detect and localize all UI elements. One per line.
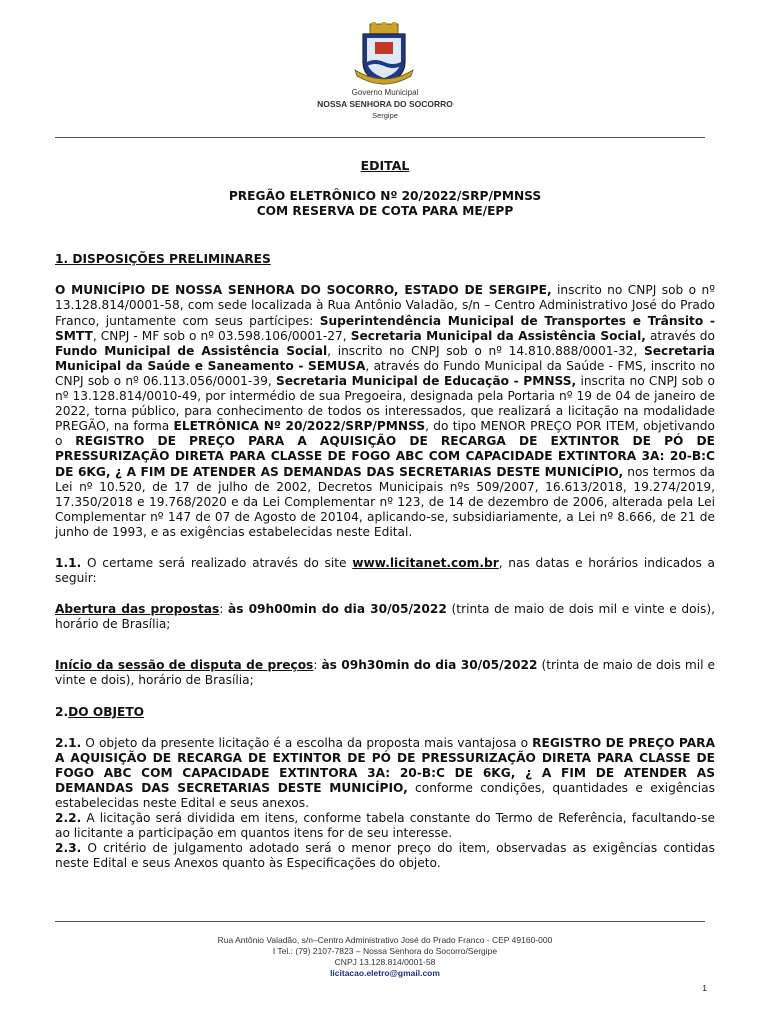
footer-address: Rua Antônio Valadão, s/n–Centro Administrativo José do Prado Franco - CEP 49160-000 (217, 935, 553, 945)
clause-2-1: 2.1. O objeto da presente licitação é a escolha da proposta mais vantajosa o REGISTRO DE PREÇO PARA A AQUISIÇÃO DE RECARGA DE EXTINTOR DE PÓ DE PRESSURIZAÇÃO DIRETA PARA CLASSE DE FOGO ABC COM CAPACIDADE EXTINTORA 3A: 20-B:C DE 6KG, ¿ A FIM DE ATENDER AS DEMANDAS DAS SECRETARIAS DESTE MUNICÍPIO, conforme condições, quantidades e exigências estabelecidas neste Edital e seus anexos. (55, 735, 715, 810)
pregao-title: PREGÃO ELETRÔNICO Nº 20/2022/SRP/PMNSS (228, 189, 542, 204)
footer-divider (55, 921, 705, 922)
inicio-sessao-disputa: Início da sessão de disputa de preços: às 09h30min do dia 30/05/2022 (trinta de maio de dois mil e vinte e dois), horário de Brasília; (55, 658, 716, 688)
footer-cnpj: CNPJ 13.128.814/0001-58 (334, 957, 436, 967)
document-body (55, 158, 715, 871)
header-state: Sergipe (372, 111, 398, 120)
clause-1-1: 1.1. O certame será realizado através do site www.licitanet.com.br, nas datas e horários indicados a seguir: (55, 555, 715, 586)
clause-2-3: 2.3. O critério de julgamento adotado será o menor preço do item, observadas as exigências contidas neste Edital e seus Anexos quanto às Especificações do objeto. (55, 841, 715, 871)
licitanet-link[interactable]: www.licitanet.com.br (352, 555, 499, 570)
footer-phone: I Tel.: (79) 2107-7823 – Nossa Senhora do Socorro/Sergipe (272, 946, 498, 956)
footer-email[interactable]: licitacao.eletro@gmail.com (330, 968, 440, 978)
edital-title: EDITAL (360, 158, 410, 173)
header-municipality: NOSSA SENHORA DO SOCORRO (317, 99, 453, 109)
header-divider (55, 137, 705, 138)
section-1-paragraph: O MUNICÍPIO DE NOSSA SENHORA DO SOCORRO, ESTADO DE SERGIPE, inscrito no CNPJ sob o nº 13.128.814/0001-58, com sede localizada à Rua Antônio Valadão, s/n – Centro Administrativo José do Prado Franco, juntamente com seus partícipes: Superintendência Municipal de Transportes e Trânsito - SMTT, CNPJ - MF sob o nº 03.598.106/0001-27, Secretaria Municipal da Assistência Social, através do Fundo Municipal de Assistência Social, inscrito no CNPJ sob o nº 14.810.888/0001-32, Secretaria Municipal da Saúde e Saneamento - SEMUSA, através do Fundo Municipal da Saúde - FMS, inscrito no CNPJ sob o nº 06.113.056/0001-39, Secretaria Municipal de Educação - PMNSS, inscrita no CNPJ sob o nº 13.128.814/0010-49, por intermédio de sua Pregoeira, designada pela Portaria nº 19 de 04 de janeiro de 2022, torna público, para conhecimento de todos os interessados, que realizará a licitação na modalidade PREGÃO, na forma ELETRÔNICA Nº 20/2022/SRP/PMNSS, do tipo MENOR PREÇO POR ITEM, objetivando o REGISTRO DE PREÇO PARA A AQUISIÇÃO DE RECARGA DE EXTINTOR DE PÓ DE PRESSURIZAÇÃO DIRETA PARA CLASSE DE FOGO ABC COM CAPACIDADE EXTINTORA 3A: 20-B:C DE 6KG, ¿ A FIM DE ATENDER AS DEMANDAS DAS SECRETARIAS DESTE MUNICÍPIO, nos termos da Lei nº 10.520, de 17 de julho de 2002, Decretos Municipais nºs 509/2007, 16.613/2018, 19.274/2019, 17.350/2018 e 19.768/2020 e da Lei Complementar nº 123, de 14 de dezembro de 2006, alterada pela Lei Complementar nº 147 de 07 de Agosto de 20104, aplicando-se, subsidiariamente, a Lei nº 8.666, de 21 de junho de 1993, e as exigências estabelecidas neste Edital. (55, 283, 715, 539)
header-line-1: Governo Municipal (351, 88, 419, 97)
abertura-propostas: Abertura das propostas: às 09h00min do dia 30/05/2022 (trinta de maio de dois mil e vinte e dois), horário de Brasília; (55, 602, 715, 632)
section-2-heading: 2.DO OBJETO (55, 704, 145, 719)
footer (0, 935, 770, 979)
municipal-crest-logo (353, 22, 415, 86)
page-number: 1 (702, 983, 707, 993)
section-1-heading: 1. DISPOSIÇÕES PRELIMINARES (55, 252, 271, 267)
pregao-subtitle: COM RESERVA DE COTA PARA ME/EPP (256, 204, 514, 219)
clause-2-2: 2.2. A licitação será dividida em itens, conforme tabela constante do Termo de Referência, facultando-se ao licitante a participação em quantos itens for de seu interesse. (55, 811, 715, 841)
